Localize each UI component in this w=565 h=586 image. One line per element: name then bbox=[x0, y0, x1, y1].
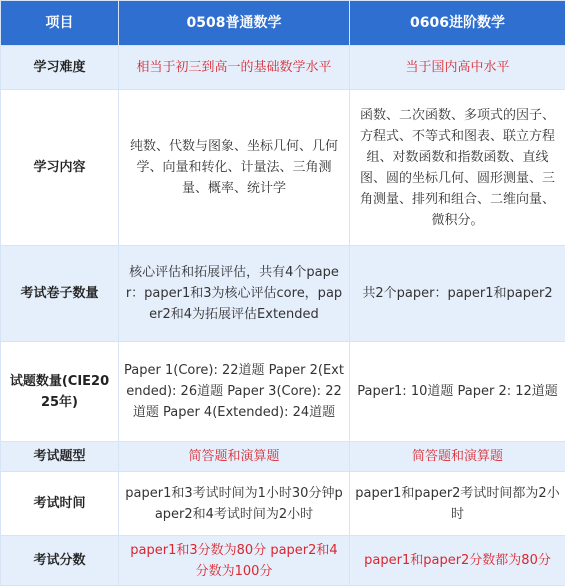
cell-0606: Paper1: 10道题 Paper 2: 12道题 bbox=[350, 342, 565, 442]
table-row-papers bbox=[1, 246, 565, 342]
row-label: 考试分数 bbox=[1, 536, 119, 586]
row-label: 考试卷子数量 bbox=[1, 246, 119, 342]
table-row-question-count bbox=[1, 342, 565, 442]
cell-0508: 相当于初三到高一的基础数学水平 bbox=[119, 46, 350, 90]
header-0606: 0606进阶数学 bbox=[350, 1, 565, 46]
header-item: 项目 bbox=[1, 1, 119, 46]
table-row-score bbox=[1, 536, 565, 586]
cell-0606: 简答题和演算题 bbox=[350, 442, 565, 472]
cell-0606: 共2个paper：paper1和paper2 bbox=[350, 246, 565, 342]
table-row-duration bbox=[1, 472, 565, 536]
table-row-question-type bbox=[1, 442, 565, 472]
row-label: 学习内容 bbox=[1, 90, 119, 246]
cell-0508: 核心评估和拓展评估，共有4个paper：paper1和3为核心评估core，paper2和4为拓展评估Extended bbox=[119, 246, 350, 342]
table-row-difficulty bbox=[1, 46, 565, 90]
cell-0508: paper1和3考试时间为1小时30分钟paper2和4考试时间为2小时 bbox=[119, 472, 350, 536]
header-0508: 0508普通数学 bbox=[119, 1, 350, 46]
cell-0508: paper1和3分数为80分 paper2和4分数为100分 bbox=[119, 536, 350, 586]
row-label: 学习难度 bbox=[1, 46, 119, 90]
cell-0606: 当于国内高中水平 bbox=[350, 46, 565, 90]
cell-0508: 纯数、代数与图象、坐标几何、几何学、向量和转化、计量法、三角测量、概率、统计学 bbox=[119, 90, 350, 246]
table-header-row bbox=[1, 1, 565, 46]
row-label: 考试时间 bbox=[1, 472, 119, 536]
cell-0606: paper1和paper2分数都为80分 bbox=[350, 536, 565, 586]
cell-0606: 函数、二次函数、多项式的因子、方程式、不等式和图表、联立方程组、对数函数和指数函数、直线图、圆的坐标几何、圆形测量、三角测量、排列和组合、二维向量、微积分。 bbox=[350, 90, 565, 246]
cell-0606: paper1和paper2考试时间都为2小时 bbox=[350, 472, 565, 536]
row-label: 考试题型 bbox=[1, 442, 119, 472]
cell-0508: 简答题和演算题 bbox=[119, 442, 350, 472]
table-row-content bbox=[1, 90, 565, 246]
row-label: 试题数量(CIE2025年) bbox=[1, 342, 119, 442]
cell-0508: Paper 1(Core): 22道题 Paper 2(Extended): 26道题 Paper 3(Core): 22道题 Paper 4(Extended): 24道题 bbox=[119, 342, 350, 442]
